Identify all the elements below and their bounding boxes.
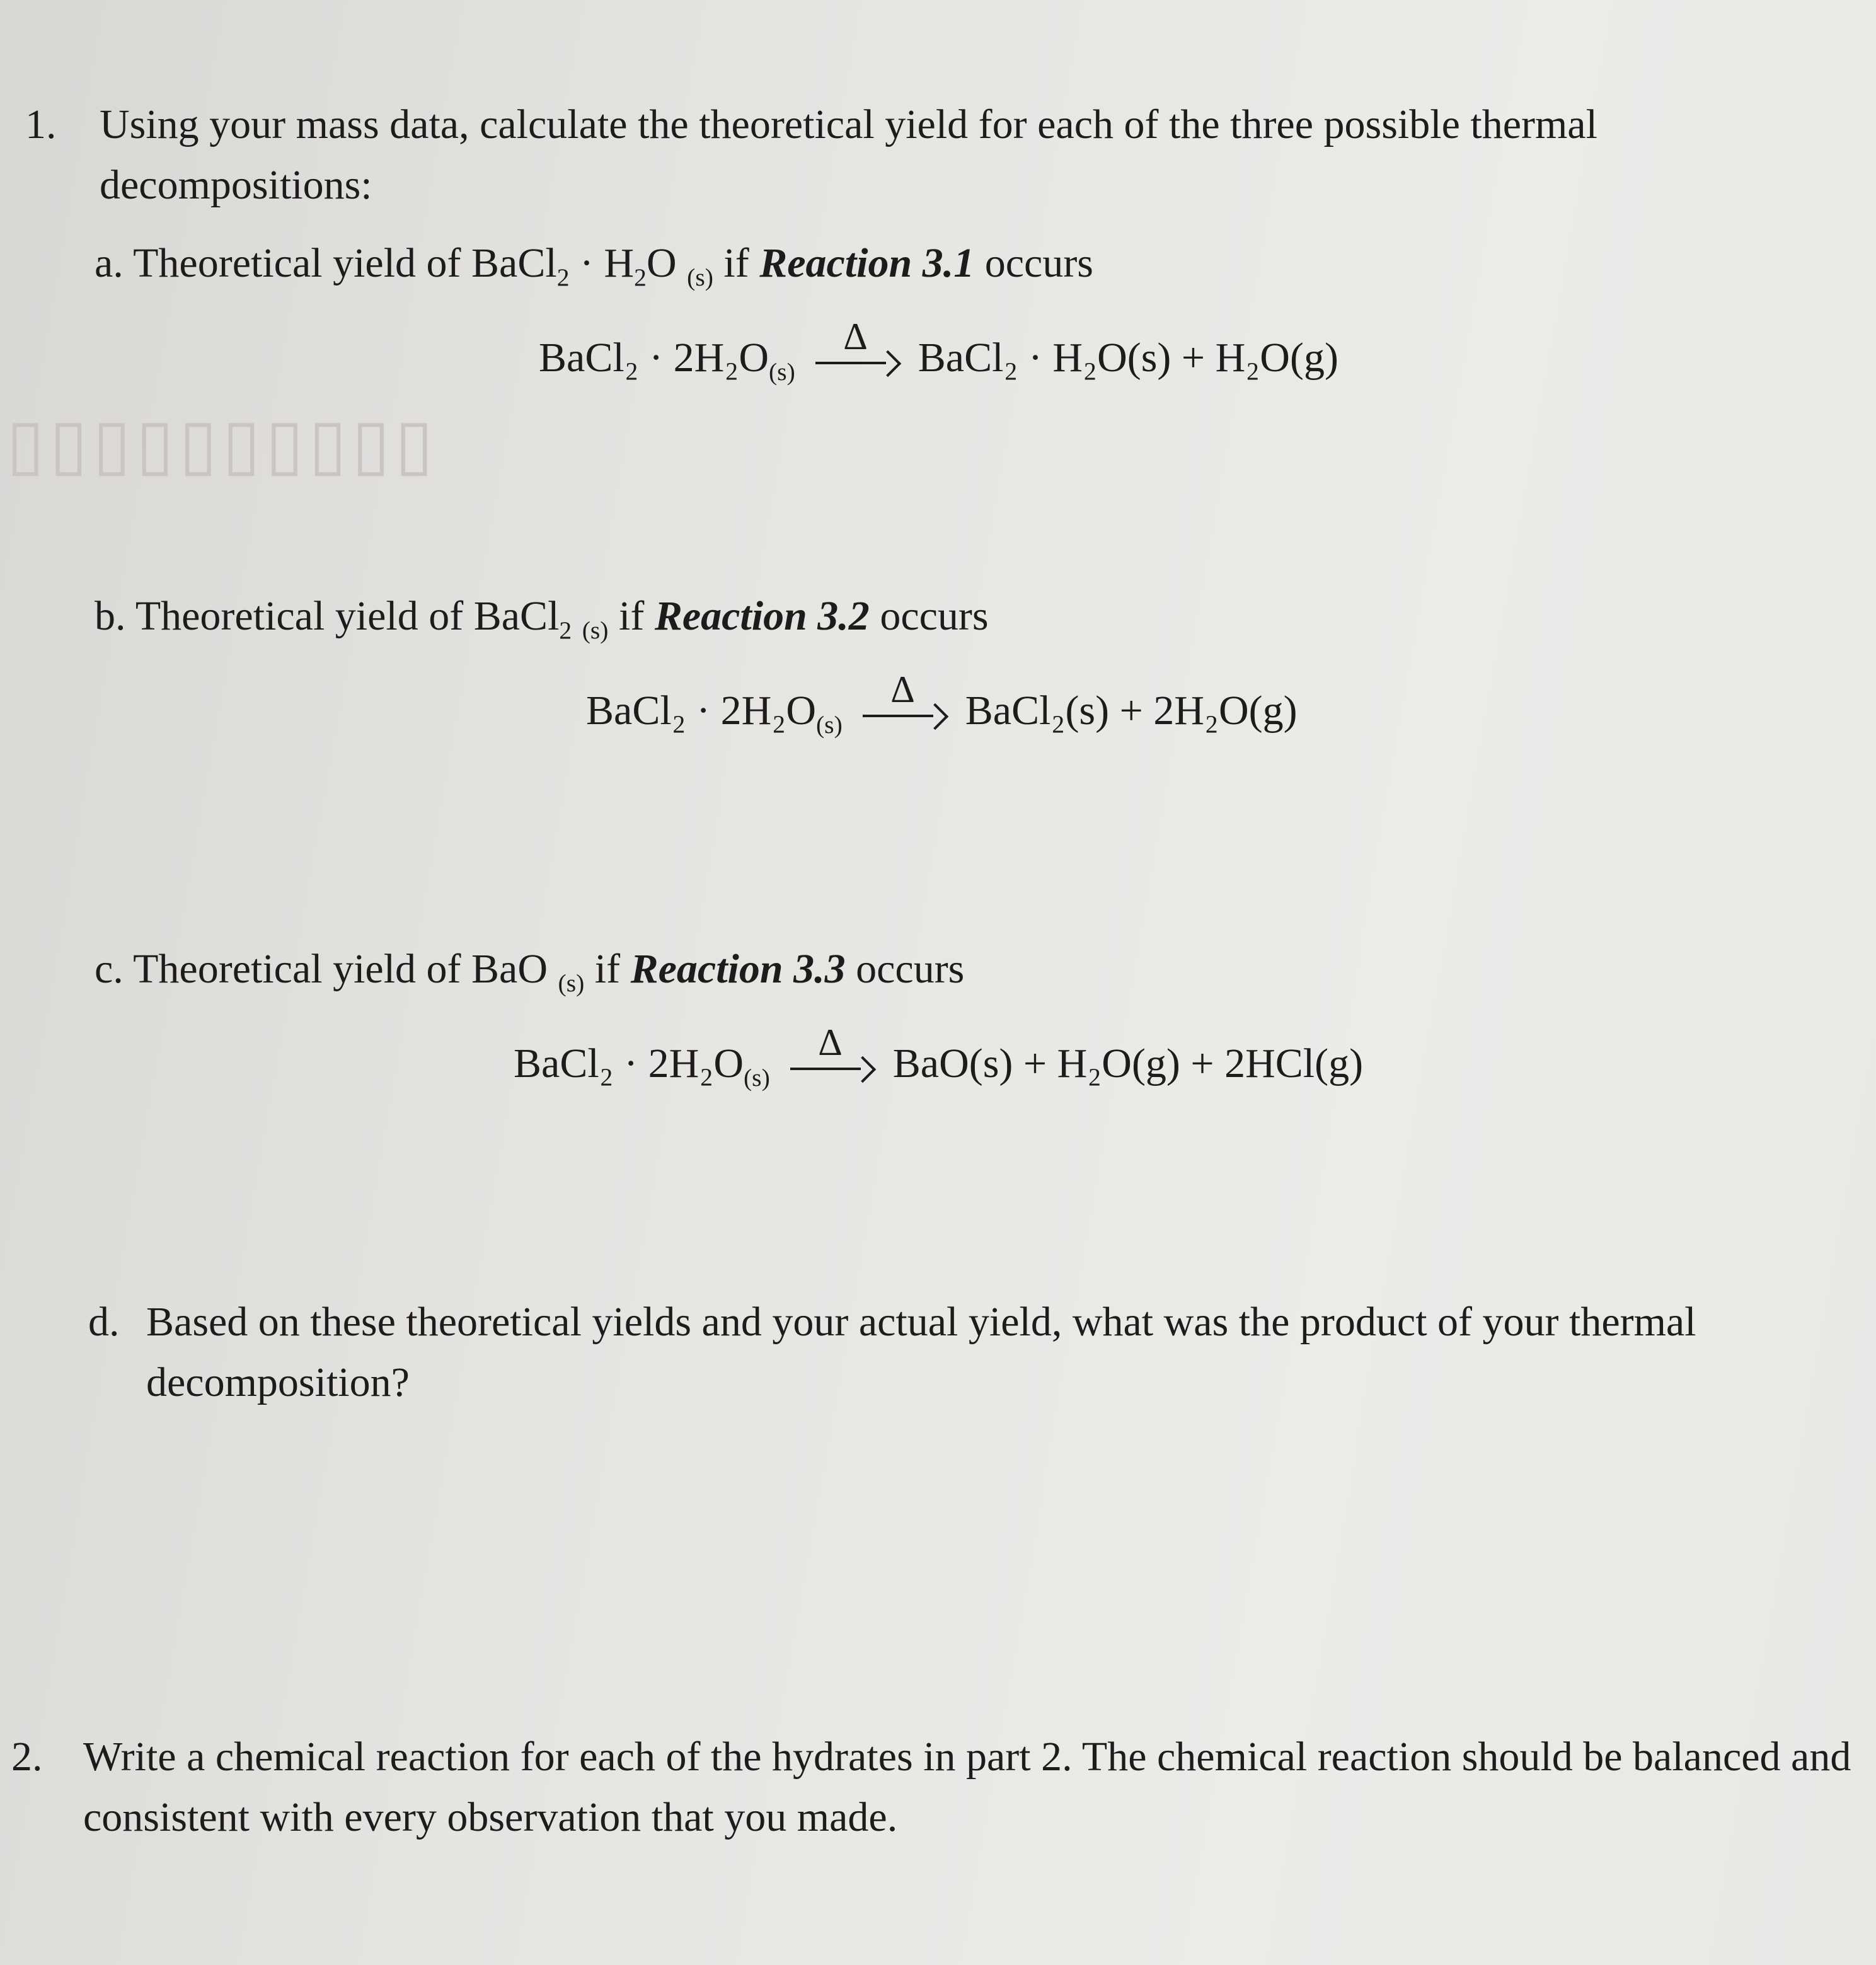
sub-text: Based on these theoretical yields and your actual yield, what was the product of your thermal decomposition? — [146, 1299, 1696, 1405]
sub-text: Theoretical yield of BaCl$_2$ · $H_2O$ $_{(s)}$ if Reaction 3.1 occurs — [133, 240, 1093, 291]
subquestion-d — [88, 1292, 1827, 1412]
equation-3-1: BaCl₂ · $2H_2O_{(s)}$ Δ BaCl₂ · H₂O(s) + H₂O(g) — [539, 315, 1338, 386]
reactant: BaCl₂ · 2H₂O — [586, 688, 816, 734]
reactant: BaCl₂ · 2H₂O — [539, 335, 769, 381]
heat-arrow: Δ — [790, 1049, 872, 1086]
question-number: 2. — [11, 1734, 43, 1780]
heat-arrow: Δ — [815, 343, 897, 381]
question-text: Write a chemical reaction for each of the hydrates in part 2. The chemical reaction should be balanced and consistent with every observation that you made. — [83, 1734, 1851, 1840]
sub-text: Theoretical yield of BaCl$_2$ $_{(s)}$ if Reaction 3.2 occurs — [135, 593, 989, 644]
sub-letter: b. — [95, 593, 126, 639]
reactant: BaCl₂ · 2H₂O — [514, 1040, 744, 1086]
question-number: 1. — [25, 101, 57, 147]
equation-3-3: BaCl₂ · $2H_2O_{(s)}$ Δ BaO(s) + H₂O(g) + 2HCl(g) — [514, 1021, 1364, 1092]
heat-arrow: Δ — [863, 696, 945, 734]
question-2 — [11, 1727, 1864, 1847]
subquestion-b — [95, 586, 989, 647]
subquestion-c — [95, 939, 964, 1000]
products: BaCl₂(s) + 2H₂O(g) — [965, 688, 1298, 734]
sub-letter: d. — [88, 1299, 120, 1345]
sub-letter: a. — [95, 240, 124, 286]
subquestion-a — [95, 233, 1093, 294]
sub-letter: c. — [95, 946, 124, 992]
question-1 — [25, 95, 1840, 215]
question-text: Using your mass data, calculate the theoretical yield for each of the three possible thermal decompositions: — [100, 101, 1597, 208]
equation-3-2: BaCl₂ · $2H_2O_{(s)}$ Δ BaCl₂(s) + 2H₂O(g) — [586, 668, 1298, 739]
bleed-through-heading: ▯▯▯▯▯▯▯▯▯▯ — [6, 405, 439, 483]
products: BaO(s) + H₂O(g) + 2HCl(g) — [892, 1040, 1364, 1086]
products: BaCl₂ · H₂O(s) + H₂O(g) — [918, 335, 1338, 381]
sub-text: Theoretical yield of BaO $_{(s)}$ if Reaction 3.3 occurs — [133, 946, 965, 997]
